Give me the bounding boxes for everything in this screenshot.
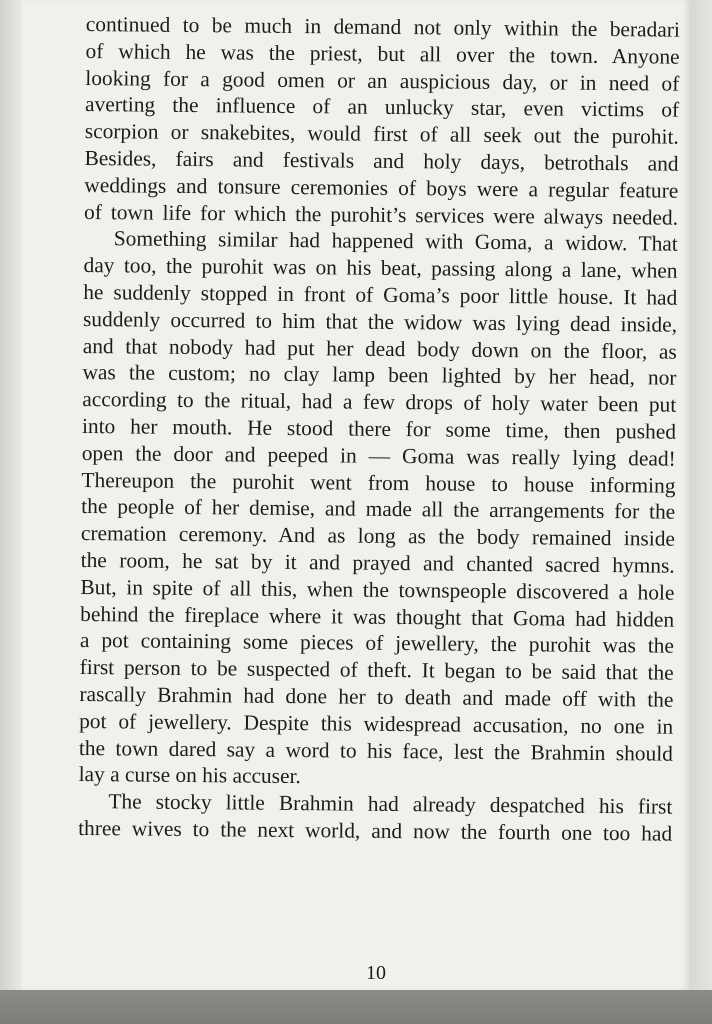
text-line: looking for a good omen or an auspicious day, or in need of [85, 65, 680, 96]
text-line: and that nobody had put her dead body down on the floor, as [82, 333, 677, 364]
text-line: a pot containing some pieces of jewellery, the purohit was the [79, 628, 675, 659]
text-line: averting the influence of an unlucky star, even victims of [84, 92, 680, 123]
text-line: suddenly occurred to him that the widow was lying dead inside, [82, 306, 678, 337]
text-line: rascally Brahmin had done her to death and made off with the [79, 681, 674, 712]
text-line: cremation ceremony. And as long as the body remained inside [80, 521, 676, 551]
text-line: was the custom; no clay lamp been lighted by her head, nor [82, 360, 677, 391]
text-line: continued to be much in demand not only within the beradari [85, 11, 680, 42]
text-line: Thereupon the purohit went from house to house informing [81, 467, 676, 498]
paragraph-start-line: The stocky little Brahmin had already despatched his first [108, 789, 673, 819]
text-line: three wives to the next world, and now the fourth one too had [78, 815, 673, 846]
text-line: pot of jewellery. Despite this widespread accusation, no one in [79, 708, 674, 739]
text-line: day too, the purohit was on his beat, passing along a lane, when [83, 253, 678, 283]
text-line: behind the fireplace where it was thought that Goma had hidden [80, 601, 675, 632]
body-text [78, 11, 680, 847]
text-line: open the door and peeped in — Goma was really lying dead! [81, 440, 676, 471]
text-line: he suddenly stopped in front of Goma’s poor little house. It had [83, 279, 678, 310]
paragraph-end-line: lay a curse on his accuser. [78, 762, 301, 789]
text-line: Besides, fairs and festivals and holy days, betrothals and [84, 145, 679, 176]
text-line: the room, he sat by it and prayed and chanted sacred hymns. [80, 547, 675, 578]
text-line: But, in spite of all this, when the townspeople discovered a hole [80, 574, 675, 605]
text-line: first person to be suspected of theft. It began to be said that the [79, 655, 674, 685]
text-line: the people of her demise, and made all the arrangements for the [81, 494, 676, 525]
text-line: weddings and tonsure ceremonies of boys were a regular feature [84, 172, 679, 203]
text-line: into her mouth. He stood there for some time, then pushed [81, 413, 677, 444]
text-line: scorpion or snakebites, would first of all seek out the purohit. [84, 119, 679, 149]
page-number: 10 [366, 962, 386, 984]
bottom-shadow-band [0, 990, 712, 1024]
paragraph-start-line: Something similar had happened with Goma, a widow. That [113, 226, 678, 257]
page-right-margin [690, 0, 712, 990]
text-line: according to the ritual, had a few drops of holy water been put [82, 387, 677, 417]
text-line: of which he was the priest, but all over the town. Anyone [85, 38, 680, 69]
text-line: the town dared say a word to his face, lest the Brahmin should [78, 735, 674, 766]
text-line: of town life for which the purohit’s services were always needed. [83, 199, 679, 230]
